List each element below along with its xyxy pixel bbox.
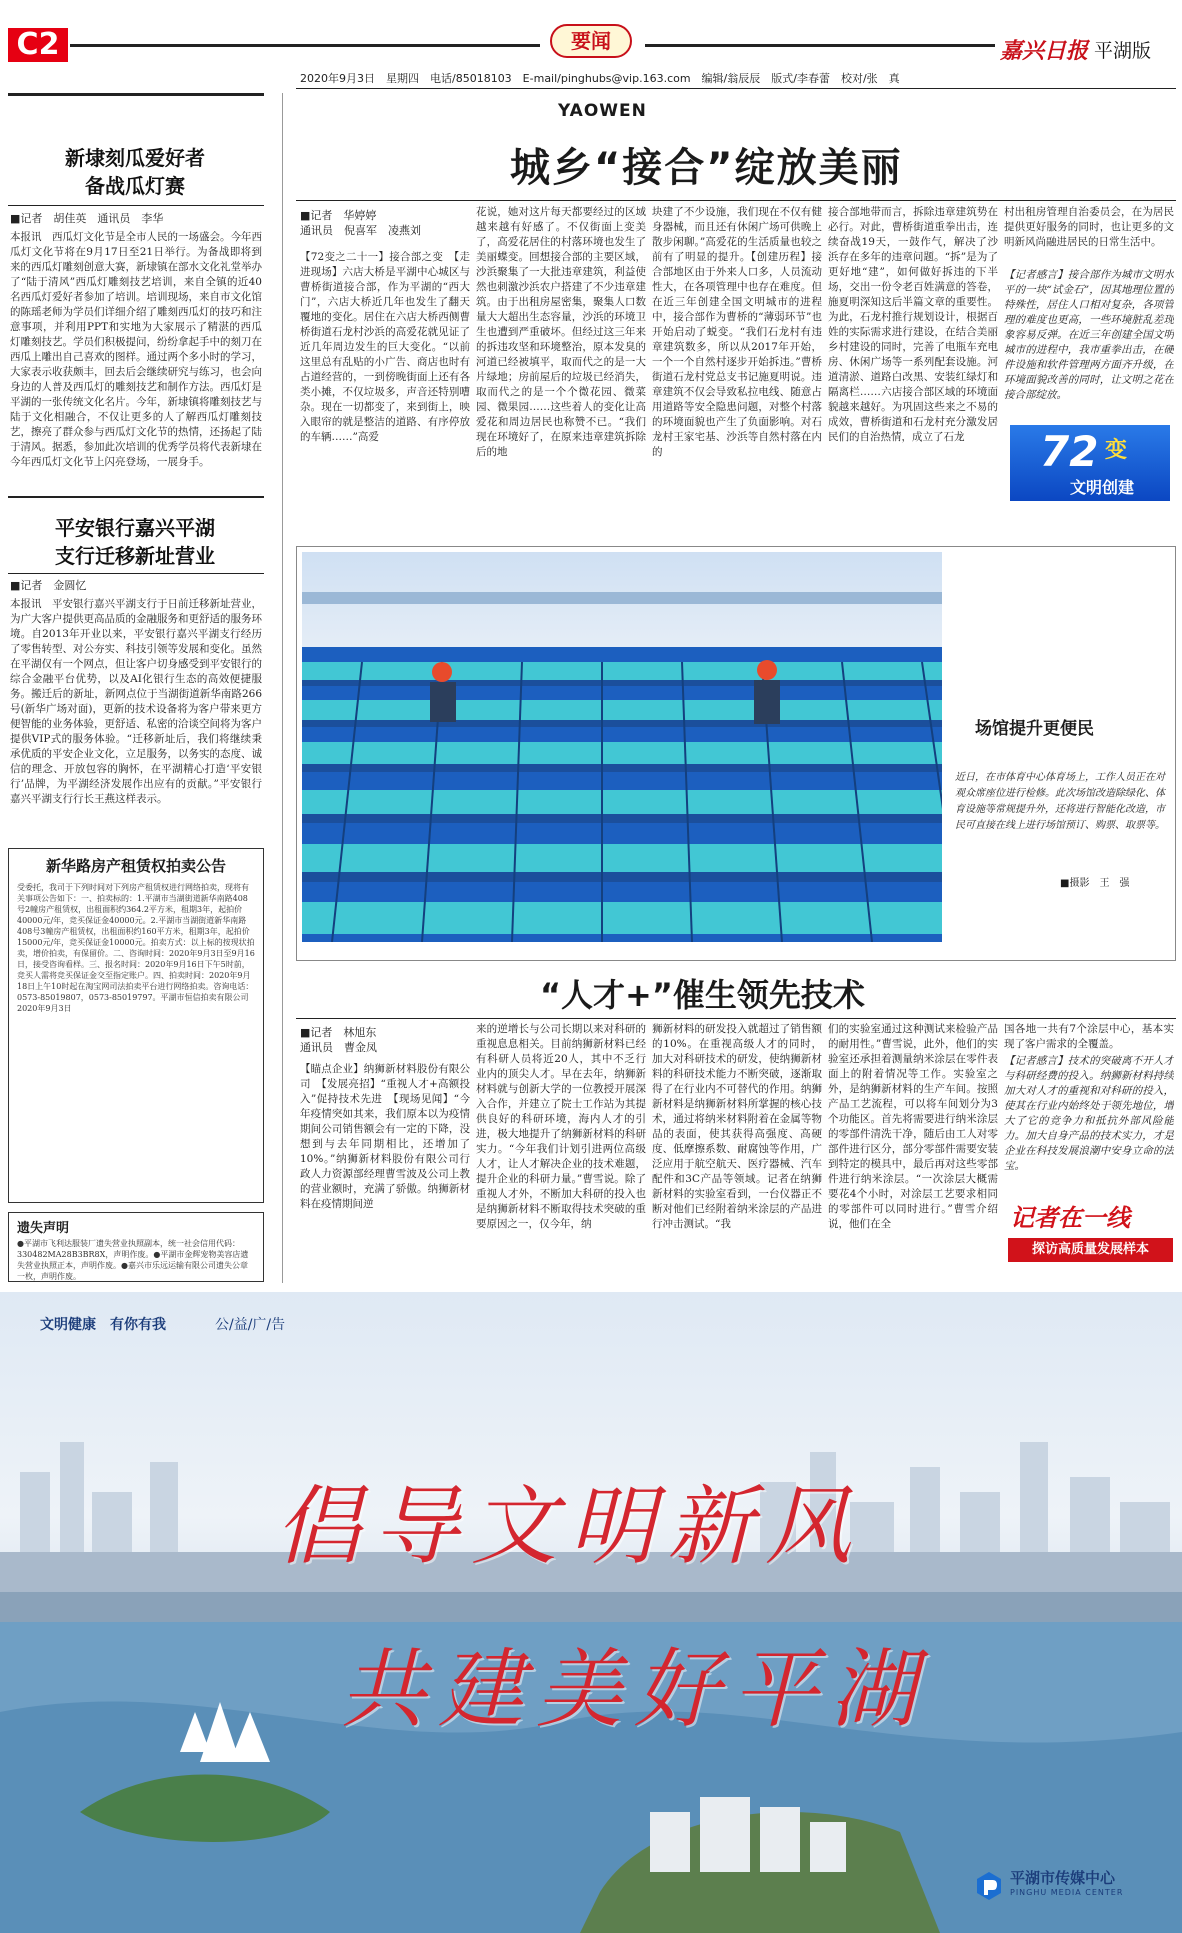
main-story-col3: 块建了不少设施，我们现在不仅有健身器械，而且还有休闲广场可供晚上散步闲聊。”高爱花的生活质量也较之前有了明显的提升。【创建历程】接合部地区由于外来人口多，人员流动性大，在各项管理中也存在难度。但在近三年创建全国文明城市的进程中，接合部作为曹桥的“薄弱环节”也开始启动了蜕变。“我们石龙村有违章建筑数多，所以从2017年开始，一个一个自然村逐步开始拆违。”曹桥街道石龙村党总支书记施夏明说。违章建筑不仅会导致私拉电线、随意占用道路等安全隐患问题，对整个村落的环境面貌也产生了负面影响。对石龙村王家宅基、沙浜等自然村落在内的 xyxy=(652,206,822,458)
lost-notice-body: ●平湖市飞利达服装厂遗失营业执照副本，统一社会信用代码：330482MA28B3BR8X，声明作废。●平湖市金辉宠物美容店遗失营业执照正本，声明作废。●嘉兴市乐远运输有限公司遗失公章一枚，声明作废。 xyxy=(17,1239,249,1281)
main-headline-rule xyxy=(296,200,1176,201)
photo-caption-title: 场馆提升更便民 xyxy=(975,719,1094,739)
story2-rule xyxy=(8,573,264,574)
main-story-editor-note: 【记者感言】接合部作为城市文明水平的一块“试金石”，因其地理位置的特殊性，居住人口相对复杂，各项管理的难度也更高，一些环境脏乱差现象容易反弹。在近三年创建全国文明城市的进程中，我市重拳出击，在硬件设施和软件管理两方面齐升级，在环境面貌改善的同时，让文明之花在接合部绽放。 xyxy=(1004,269,1174,401)
main-headline: 城乡“接合”绽放美丽 xyxy=(510,145,903,191)
story2-title-line2: 支行迁移新址营业 xyxy=(55,544,215,568)
ad-slogan-line2: 共建美好平湖 xyxy=(340,1640,928,1740)
story1-rule xyxy=(8,205,264,206)
story1-byline: ■记者 胡佳英 通讯员 李华 xyxy=(10,212,164,225)
badge-suffix: 变 xyxy=(1105,438,1128,463)
civilization-72-badge xyxy=(1010,425,1170,501)
stadium-photo xyxy=(302,552,942,942)
main-story-col1: 【72变之二十一】接合部之变 【走进现场】六店大桥是平湖中心城区与曹桥街道接合部，作为平湖的“西大门”，六店大桥近几年也发生了翻天覆地的变化。居住在六店大桥西侧曹桥街道石龙村沙浜的高爱花就见证了近几年周边发生的巨大变化。“以前这里总有乱贴的小广告、商店也时有占道经营的，一到傍晚街面上还有各类小摊，不仅垃圾多，声音还特别嘈杂。现在一切都变了，来到街上，映入眼帘的就是整洁的道路、有序停放的车辆……”高爱 xyxy=(300,251,470,443)
main-story-col5: 村出租房管理自治委员会，在为居民提供更好服务的同时，也让更多的文明新风尚融进居民的日常生活中。 xyxy=(1004,206,1174,248)
second-story-editor-note: 【记者感言】技术的突破离不开人才与科研经费的投入。纳狮新材料持续加大对人才的重视和对科研的投入，使其在行业内始终处于领先地位，增大了它的竞争力和抵抗外部风险能力。加大自身产品的技术实力，才是企业在科技发展浪潮中安身立命的法宝。 xyxy=(1004,1055,1174,1172)
second-story-col5: 国各地一共有7个涂层中心，基本实现了客户需求的全覆盖。 xyxy=(1004,1023,1174,1050)
masthead-logo: 嘉兴日报 xyxy=(1000,38,1089,64)
story2-top-rule xyxy=(8,496,264,498)
second-byline-1: ■记者 林旭东 xyxy=(300,1026,377,1039)
second-headline-rule xyxy=(296,1018,1176,1019)
second-story-col1: 【瞄点企业】纳狮新材料股份有限公司 【发展亮招】“重视人才+高额投入”促持技术先进 【现场见闻】“今年疫情突如其来，我们原本以为疫情期间公司销售额会有一定的下降，没想到与去年同期相比，还增加了10%。”纳狮新材料股份有限公司行政人力资源部经理曹雪波及公司上教的营业额时，充满了骄傲。纳狮新材料在疫情期间逆 xyxy=(300,1063,470,1210)
main-byline-2: 通讯员 倪喜军 凌燕刘 xyxy=(300,224,421,237)
reporter-frontline-badge xyxy=(1008,1198,1173,1270)
ad-slogan-line1: 倡导文明新风 xyxy=(275,1477,863,1577)
story2-title-line1: 平安银行嘉兴平湖 xyxy=(55,516,215,540)
page-number: C2 xyxy=(8,28,68,62)
ad-sponsor: 平湖市传媒中心 xyxy=(1010,1869,1116,1887)
public-service-ad xyxy=(0,1292,1182,1933)
story1-title-line2: 备战瓜灯赛 xyxy=(85,174,185,198)
second-byline-2: 通讯员 曹金凤 xyxy=(300,1041,377,1054)
dateline: 2020年9月3日 星期四 电话/85018103 E-mail/pinghubs@vip.163.com 编辑/翁辰辰 版式/李春蕾 校对/张 真 xyxy=(300,72,900,85)
dateline-rule xyxy=(296,88,1176,89)
story1-title-line1: 新埭刻瓜爱好者 xyxy=(65,146,205,170)
section-badge: 要闻 xyxy=(550,24,632,58)
left-top-rule xyxy=(8,93,264,96)
masthead-edition: 平湖版 xyxy=(1094,40,1152,62)
second-story-col2: 来的逆增长与公司长期以来对科研的重视息息相关。目前纳狮新材料已经有科研人员将近20人，其中不乏行业内的顶尖人才。早在去年，纳狮新材料就与创新大学的一位教授开展深入合作，并建立了院士工作站为其提供良好的科研环境，海内人才的引进，极大地提升了纳狮新材料的科研实力。“今年我们计划引进两位高级人才，让人才解决企业的技术难题，提升企业的科研力量。”曹雪说。除了重视人才外，不断加大科研的投入也是纳狮新材料不断取得技术突破的重要原因之一，仅今年，纳 xyxy=(476,1023,646,1230)
media-center-logo-icon xyxy=(975,1870,1003,1902)
story2-byline: ■记者 金圆忆 xyxy=(10,579,87,592)
column-divider xyxy=(282,93,283,1283)
story1-body: 本报讯 西瓜灯文化节是全市人民的一场盛会。今年西瓜灯文化节将在9月17日至21日举行。为备战即将到来的西瓜灯雕刻创意大赛，新埭镇在部水文化礼堂举办了“陆于清风”西瓜灯雕刻技艺培训，来自全镇的近40名西瓜灯爱好者参加了培训。培训现场，来自市文化馆的陈瑶老师为学员们详细介绍了雕刻西瓜灯的技巧和注意事项，并利用PPT和实地为大家展示了精湛的西瓜灯雕刻技艺。学员们积极提问，纷纷拿起手中的刻刀在西瓜上雕出自己喜欢的图样。通过两个多小时的学习，大家表示收获颇丰，回去后会继续研究与练习，也会向身边的人普及西瓜灯的雕刻技艺和制作方法。西瓜灯是平湖的一张传统文化名片。今年，新埭镇将雕刻技艺与陆于文化相融合，不仅让更多的人了解西瓜灯雕刻技艺，擦亮了群众参与西瓜灯文化节的热情，还扬起了陆于清风。据悉，参加此次培训的优秀学员将代表新埭在今年西瓜灯文化节上闪亮登场，一展身手。 xyxy=(10,231,262,468)
city-skyline-illustration xyxy=(0,1292,1182,1933)
main-byline-1: ■记者 华婷婷 xyxy=(300,209,377,222)
main-story-col4: 接合部地带而言，拆除违章建筑势在必行。对此，曹桥街道重拳出击，连续奋战19天，一鼓作气，解决了沙浜存在多年的违章问题。“拆”是为了更好地“建”，如何做好拆违的下半场，交出一份令老百姓满意的答卷，施夏明深知这后半篇文章的重要性。为此，石龙村推行规划设计，根据百姓的实际需求进行建设，在结合美丽乡村建设的同时，完善了电瓶车充电房、休闲广场等一系列配套设施。河道清淤、道路白改黑、安装红绿灯和隔离栏……六店接合部区域的环境面貌越来越好。为巩固这些来之不易的成效，曹桥街道和石龙村充分激发居民们的自治热情，成立了石龙 xyxy=(828,206,998,443)
badge-label: 文明创建 xyxy=(1070,478,1135,497)
second-story-col3: 狮新材料的研发投入就超过了销售额的10%。在重视高级人才的同时，加大对科研技术的研发，使纳狮新材料的科研技术能力不断突破，逐渐取得了在行业内不可替代的作用。纳狮新材料是纳狮新材料所掌握的核心技术，通过将纳米材料附着在金属等物品的表面，使其获得高强度、高硬度、低摩擦系数、耐腐蚀等作用，广泛应用于航空航天、医疗器械、汽车配件和3C产品等领域。记者在纳狮新材料的实验室看到，一台仪器正不断对他们已经附着纳米涂层的产品进行冲击测试。“我 xyxy=(652,1023,822,1230)
main-story-col2: 花说，她对这片每天都要经过的区域越来越有好感了。不仅街面上变美了，高爱花居住的村落环境也发生了美丽蝶变。回想接合部的主要区域，沙浜聚集了一大批违章建筑，利益使然也刺激沙浜农户搭建了不少违章建筑。由于出租房屋密集，聚集人口数量大大超出生态容量，沙浜的环境卫生也遭到严重破坏。但经过这三年来的拆违攻坚和环境整治，原本发臭的河道已经被填平，取而代之的是一大片绿地；房前屋后的垃圾已经消失，取而代之的是一个个微花园、微菜园、微果园……这些着人的变化让高爱花和周边居民也称赞不已。“我们现在环境好了，在原来违章建筑拆除后的地 xyxy=(476,206,646,458)
auction-notice xyxy=(8,848,264,1203)
second-headline: “人才+”催生领先技术 xyxy=(540,976,865,1014)
header-rule-left xyxy=(70,44,540,47)
second-story-col4: 们的实验室通过这种测试来检验产品的耐用性。”曹雪说，此外，他们的实验室还承担着测量纳米涂层在零件表面上的附着情况等工作。实验室之外，是纳狮新材料的生产车间。按照产品工艺流程，可以将车间划分为3个功能区。首先将需要进行纳米涂层的零部件清洗干净，随后由工人对零部件进行区分，部分零部件需要安装到特定的模具中，最后再对这些零部件进行纳米涂层。“一次涂层大概需要花4个小时，对涂层工艺要求相同的零部件可以同时进行。”曹雪介绍说，他们在全 xyxy=(828,1023,998,1230)
story2-body: 本报讯 平安银行嘉兴平湖支行于日前迁移新址营业，为广大客户提供更高品质的金融服务和更舒适的服务环境。自2013年开业以来，平安银行嘉兴平湖支行经历了零售转型、对公夯实、科技引领等发展和变化。虽然在平湖仅有一个网点，但让客户切身感受到平安银行的综合金融平台优势，以及AI化银行生态的高效便捷服务。搬迁后的新址，新网点位于当湖街道新华南路266号(新华广场对面)，更新的技术设备将为客户带来更方便智能的业务体验，更舒适、私密的洽谈空间将为客户提供VIP式的服务体验。“迁移新址后，我们将继续秉承优质的平安企业文化，立足服务，以务实的态度、诚信的理念、开放包容的胸怀，在平湖精心打造‘平安银行’品牌，为平湖经济发展作出应有的贡献。”平安银行嘉兴平湖支行行长王燕这样表示。 xyxy=(10,598,262,805)
lost-notice-title: 遗失声明 xyxy=(17,1221,70,1236)
auction-notice-body: 受委托，我司于下列时间对下列房产租赁权进行网络拍卖，现将有关事项公告如下：一、拍卖标的：1.平湖市当湖街道新华南路408号2幢房产租赁权，出租面积约364.2平方米，租期3年，起拍价40000元/年，竞买保证金40000元。2.平湖市当湖街道新华南路408号3幢房产租赁权，出租面积约160平方米，租期3年，起拍价15000元/年，竞买保证金10000元。拍卖方式：以上标的按现状拍卖，增价拍卖，有保留价。二、咨询时间：2020年9月3日至9月16日，接受咨询看样。三、报名时间：2020年9月16日下午5时前，竞买人需将竞买保证金交至指定账户。四、拍卖时间：2020年9月18日上午10时起在淘宝网司法拍卖平台进行网络拍卖。咨询电话：0573-85019807，0573-85019797。平湖市恒信拍卖有限公司 2020年9月3日 xyxy=(17,883,257,1013)
badge-number: 72 xyxy=(1040,427,1099,476)
reporter-badge-subtitle: 探访高质量发展样本 xyxy=(1008,1238,1173,1262)
ad-tag-sub: 公/益/广/告 xyxy=(215,1317,286,1333)
section-english: YAOWEN xyxy=(558,101,647,121)
header-rule-right xyxy=(645,44,995,47)
reporter-badge-title: 记者在一线 xyxy=(1010,1203,1130,1232)
photo-credit: ■摄影 王 强 xyxy=(1060,878,1130,889)
auction-notice-title: 新华路房产租赁权拍卖公告 xyxy=(45,857,226,875)
ad-tag-main: 文明健康 有你有我 xyxy=(40,1317,166,1333)
ad-sponsor-en: PINGHU MEDIA CENTER xyxy=(1010,1888,1124,1897)
stadium-seats-illustration xyxy=(302,552,942,942)
lost-notice xyxy=(8,1212,264,1282)
photo-caption-body: 近日，在市体育中心体育场上，工作人员正在对观众席座位进行检修。此次场馆改造除绿化、体育设施等常规提升外，还将进行智能化改造，市民可直接在线上进行场馆预订、购票、取票等。 xyxy=(955,772,1165,831)
